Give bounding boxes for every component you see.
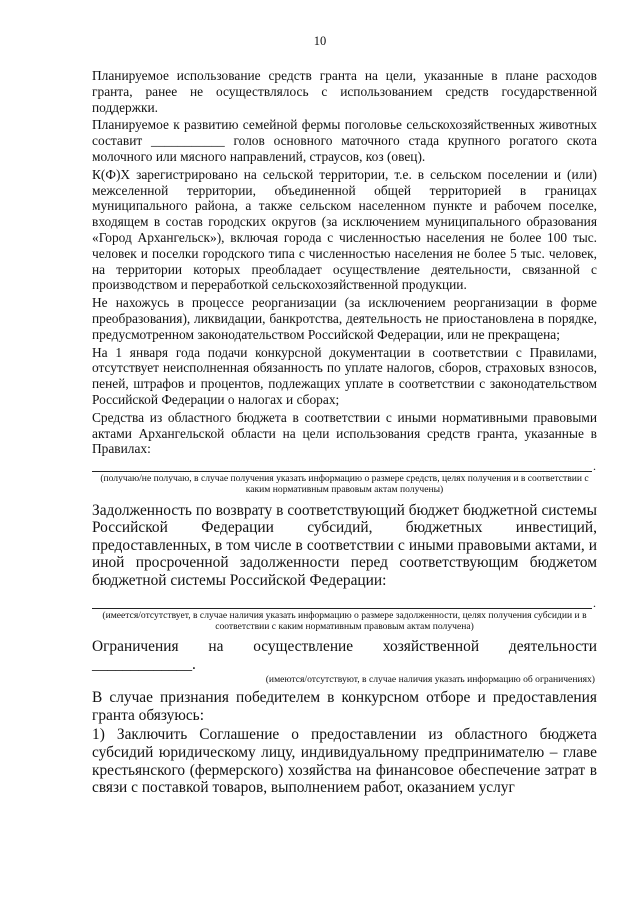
paragraph-restrictions: Ограничения на осуществление хозяйственной деятельности _____________. (92, 637, 597, 673)
livestock-text-end: голов основного маточного стада крупного рогатого скота молочного или мясного направлений, страусов, коз (овец). (92, 133, 597, 164)
paragraph-obligations-intro: В случае признания победителем в конкурсном отборе и предоставления гранта обязуюсь: (92, 689, 597, 724)
debt-note: (имеется/отсутствует, в случае наличия указать информацию о размере задолженности, целях получения субсидии и в соответствии с каким нормативным правовым актам получена) (102, 609, 587, 632)
obligation-number: 1) (92, 726, 105, 744)
document-body (92, 68, 597, 799)
debt-fill-line[interactable]: . (92, 596, 592, 609)
restrictions-note: (имеются/отсутствуют, в случае наличия указать информацию об ограничениях) (265, 674, 595, 686)
obligation-1-text: Заключить Соглашение о предоставлении из областного бюджета субсидий юридическому лицу, индивидуальному предпринимателю – главе крестьянского (фермерского) хозяйства на финансовое обеспечение затрат в связи с поставкой товаров, выполнением работ, оказанием услуг (92, 726, 597, 797)
paragraph-livestock (92, 117, 597, 164)
livestock-text-start: Планируемое к развитию семейной фермы поголовье сельскохозяйственных животных составит (92, 117, 597, 149)
paragraph-rural-territory: К(Ф)Х зарегистрировано на сельской территории, т.е. в сельском поселении и (или) межселенной территории, объединенной общей территорией в границах муниципального района, а также сельском населенном пункте и рабочем поселке, входящем в состав городских округов (за исключением муниципального образования «Город Архангельск»), включая города с численностью населения не более 100 тыс. человек и поселки городского типа с численностью населения не более 5 тыс. человек, на территории которых преобладает осуществление деятельности, связанной с производством и переработкой сельскохозяйственной продукции. (92, 166, 597, 293)
paragraph-regional-funds: Средства из областного бюджета в соответствии с иными нормативными правовыми актами Архангельской области на цели использования средств гранта, указанные в Правилах: (92, 409, 597, 457)
restrictions-blank[interactable]: _____________ (92, 655, 193, 673)
paragraph-funds-usage: Планируемое использование средств гранта на цели, указанные в плане расходов гранта, ранее не осуществлялось с использованием средств государственной поддержки. (92, 68, 597, 115)
regional-funds-note: (получаю/не получаю, в случае получения указать информацию о размере средств, целях получения и в соответствии с каким нормативным правовым актам получены) (100, 473, 589, 496)
paragraph-obligation-1 (92, 726, 597, 796)
paragraph-reorganization: Не нахожусь в процессе реорганизации (за исключением реорганизации в форме преобразования), ликвидации, банкротства, деятельность не приостановлена в порядке, предусмотренном законодательством Российской Федерации, или не прекращена; (92, 295, 597, 342)
regional-funds-fill-line[interactable]: . (92, 459, 592, 472)
livestock-count-blank[interactable]: ___________ (151, 133, 225, 149)
page-number: 10 (313, 34, 327, 48)
paragraph-tax-obligations: На 1 января года подачи конкурсной документации в соответствии с Правилами, отсутствует неисполненная обязанность по уплате налогов, сборов, страховых взносов, пеней, штрафов и процентов, подлежащих уплате в соответствии с законодательством Российской Федерации о налогах и сборах; (92, 344, 597, 407)
restrictions-text: Ограничения на осуществление хозяйственной деятельности (92, 637, 597, 655)
paragraph-debt: Задолженность по возврату в соответствующий бюджет бюджетной системы Российской Федерации субсидий, бюджетных инвестиций, предоставленных, в том числе в соответствии с иными правовыми актами, и иной просроченной задолженности перед соответствующим бюджетом бюджетной системы Российской Федерации: (92, 501, 597, 589)
